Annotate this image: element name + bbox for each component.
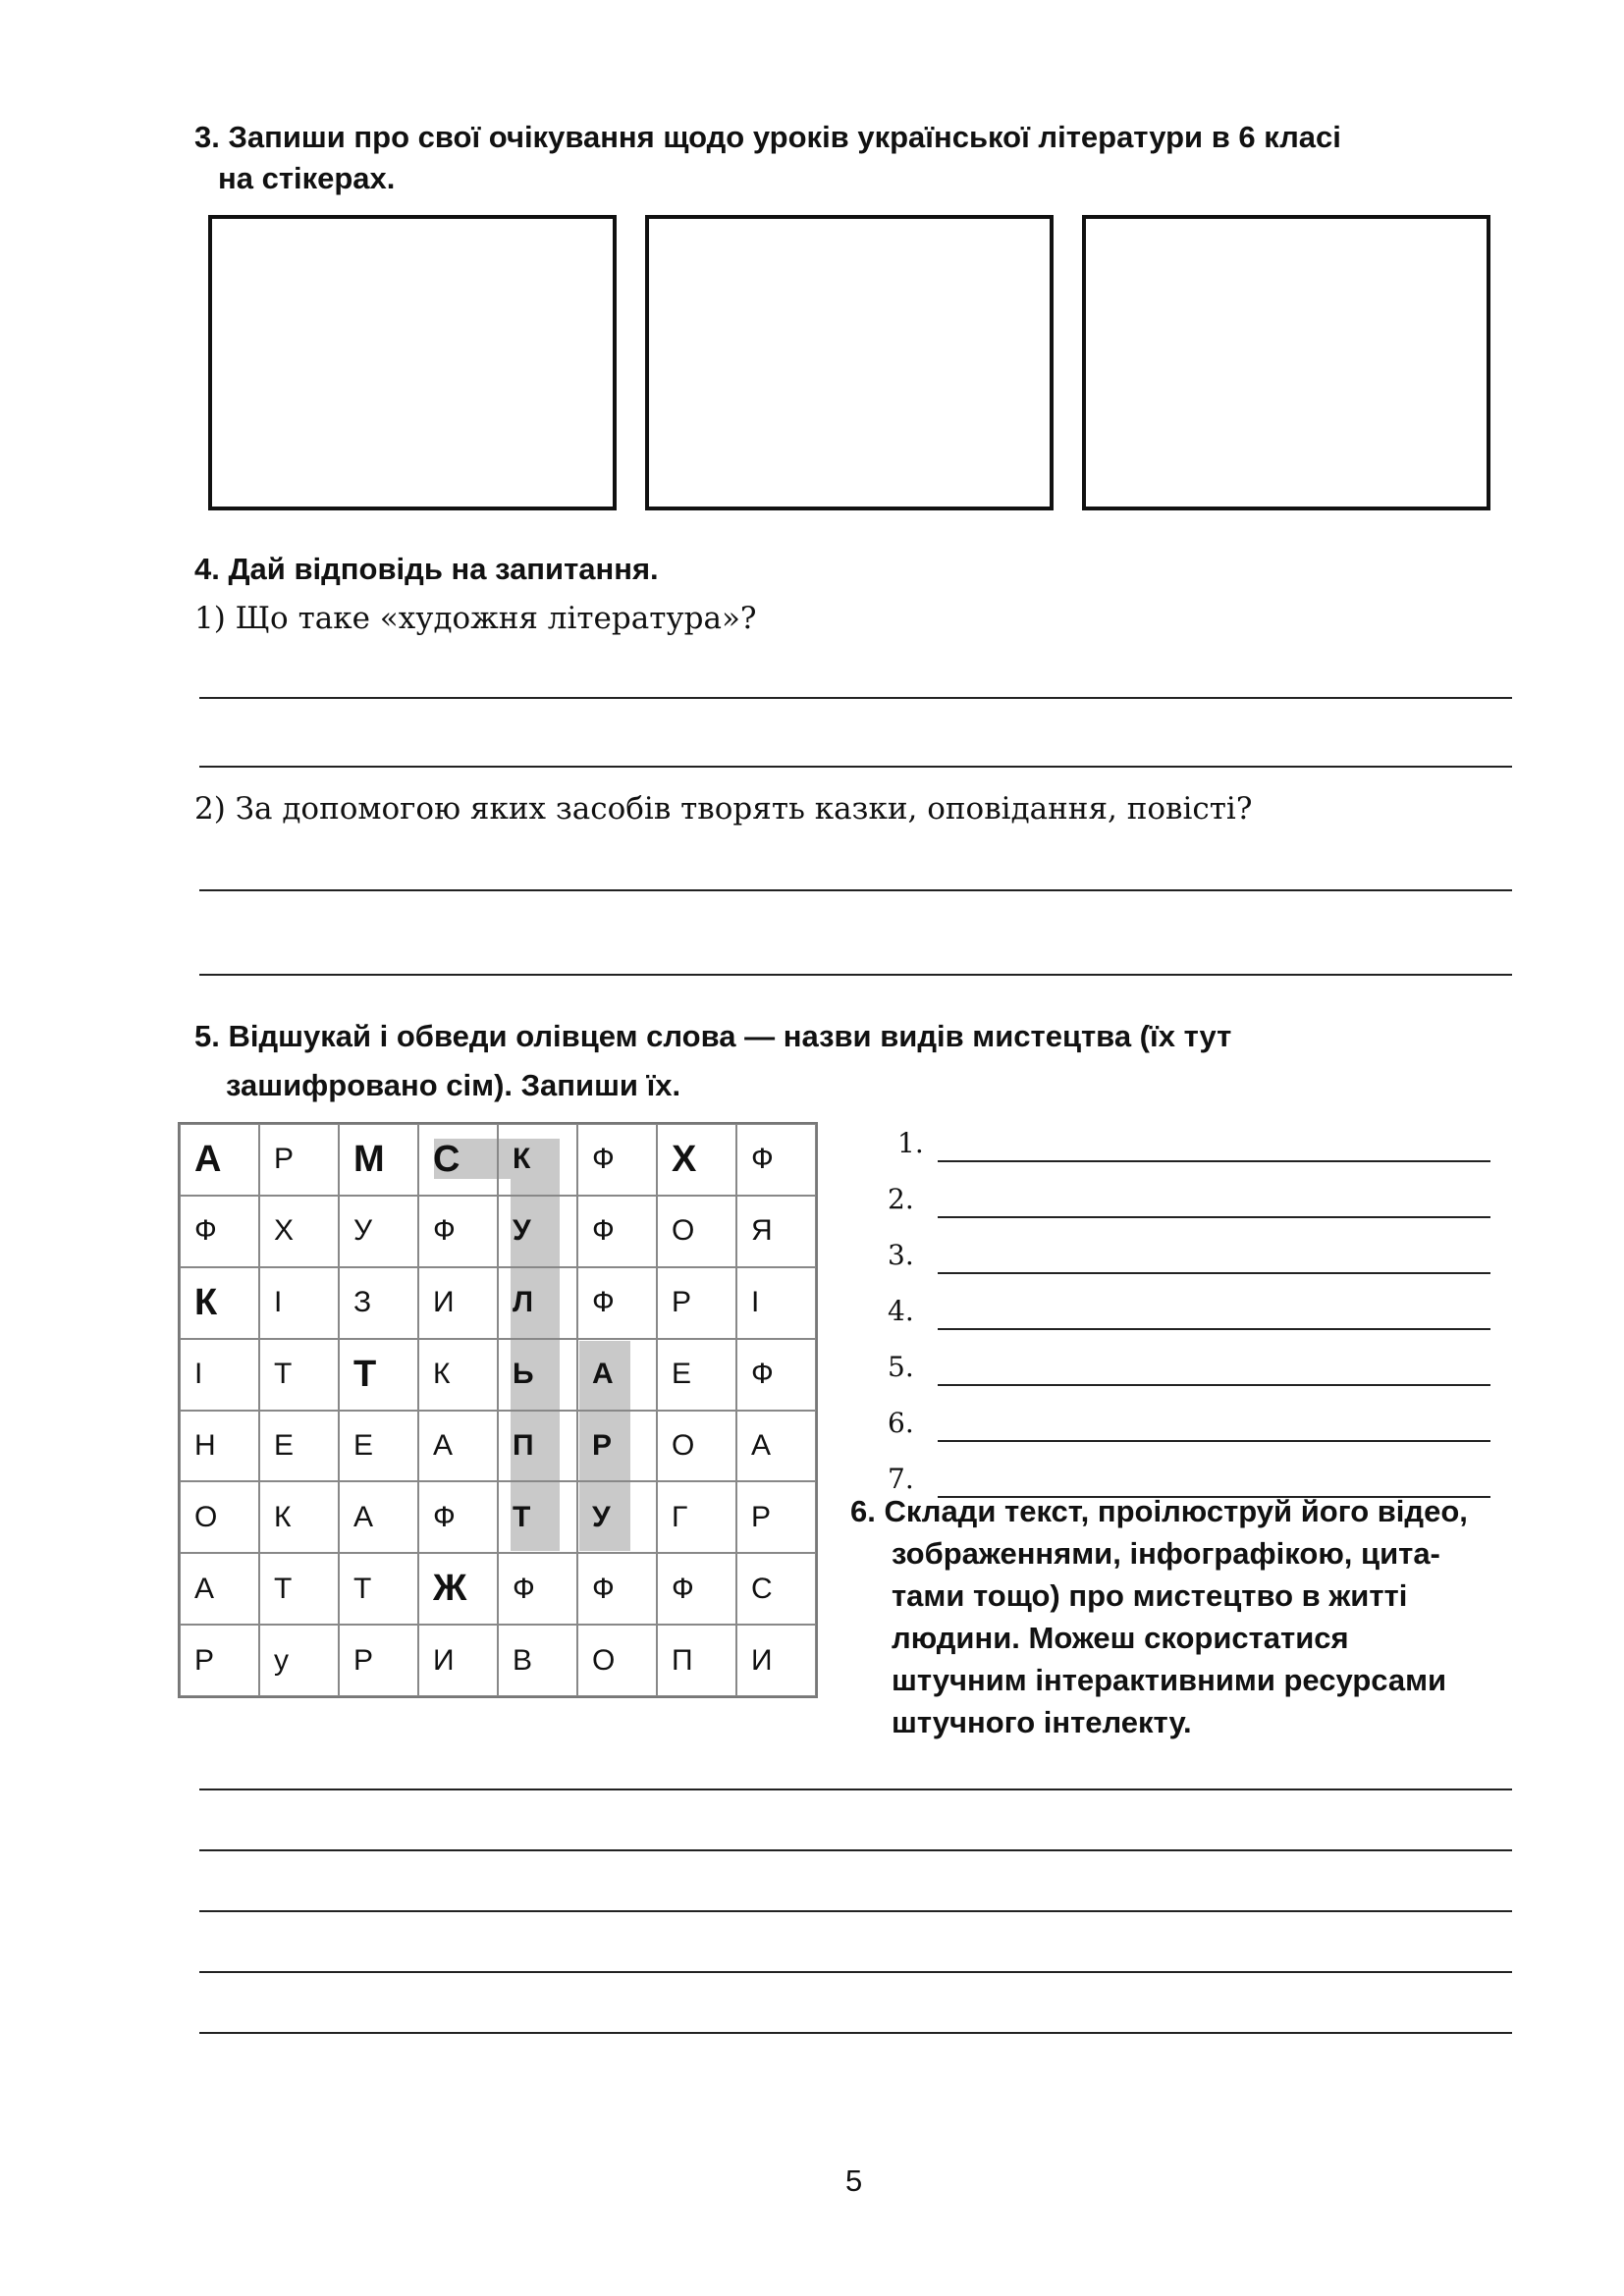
- grid-cell[interactable]: Ф: [577, 1267, 657, 1339]
- grid-cell[interactable]: И: [418, 1625, 498, 1696]
- grid-cell[interactable]: Ф: [418, 1196, 498, 1267]
- answer-number: 5.: [888, 1351, 914, 1383]
- grid-cell[interactable]: К: [418, 1339, 498, 1411]
- task6-line-3: тами тощо) про мистецтво в житті: [892, 1578, 1408, 1613]
- grid-cell[interactable]: Ь: [498, 1339, 577, 1411]
- grid-cell[interactable]: У: [339, 1196, 418, 1267]
- grid-cell[interactable]: О: [577, 1625, 657, 1696]
- grid-cell[interactable]: Т: [259, 1339, 339, 1411]
- grid-cell[interactable]: Ф: [736, 1339, 816, 1411]
- task4-question-2: 2) За допомогою яких засобів творять казки, оповідання, повісті?: [194, 791, 1253, 827]
- grid-cell[interactable]: П: [498, 1411, 577, 1482]
- answer-number: 1.: [897, 1127, 924, 1159]
- task6-line-2: зображеннями, інфографікою, цита-: [892, 1536, 1440, 1571]
- grid-cell[interactable]: У: [577, 1481, 657, 1553]
- grid-cell[interactable]: Р: [577, 1411, 657, 1482]
- grid-cell[interactable]: Ф: [577, 1196, 657, 1267]
- sticker-box-1[interactable]: [208, 215, 617, 510]
- grid-cell[interactable]: О: [657, 1411, 736, 1482]
- grid-cell[interactable]: Р: [180, 1625, 259, 1696]
- answer-line[interactable]: [938, 1440, 1490, 1442]
- task3-title-line1: 3. Запиши про свої очікування щодо уроків української літератури в 6 класі: [194, 120, 1341, 154]
- grid-cell[interactable]: Х: [259, 1196, 339, 1267]
- task6-line-1: 6. Склади текст, проілюструй його відео,: [850, 1494, 1468, 1528]
- grid-cell[interactable]: Е: [657, 1339, 736, 1411]
- answer-line[interactable]: [938, 1384, 1490, 1386]
- answer-line[interactable]: [938, 1328, 1490, 1330]
- sticker-box-3[interactable]: [1082, 215, 1490, 510]
- task5-title-line1: 5. Відшукай і обведи олівцем слова — назви видів мистецтва (їх тут: [194, 1019, 1232, 1053]
- grid-cell[interactable]: Т: [339, 1553, 418, 1625]
- grid-cell[interactable]: О: [657, 1196, 736, 1267]
- grid-cell[interactable]: В: [498, 1625, 577, 1696]
- grid-cell[interactable]: И: [418, 1267, 498, 1339]
- grid-cell[interactable]: Г: [657, 1481, 736, 1553]
- word-search-grid: [178, 1122, 818, 1698]
- answer-line[interactable]: [199, 1789, 1512, 1790]
- grid-cell[interactable]: А: [736, 1411, 816, 1482]
- grid-cell[interactable]: Т: [259, 1553, 339, 1625]
- grid-cell[interactable]: С: [418, 1124, 498, 1196]
- grid-cell[interactable]: У: [498, 1196, 577, 1267]
- grid-cell[interactable]: О: [180, 1481, 259, 1553]
- task3-title-line2: на стікерах.: [218, 161, 396, 195]
- answer-line[interactable]: [938, 1160, 1490, 1162]
- grid-cell[interactable]: Ф: [657, 1553, 736, 1625]
- answer-number: 6.: [888, 1407, 914, 1439]
- grid-cell[interactable]: И: [736, 1625, 816, 1696]
- grid-cell[interactable]: П: [657, 1625, 736, 1696]
- grid-cell[interactable]: Ф: [498, 1553, 577, 1625]
- page-number: 5: [845, 2163, 863, 2198]
- task4-question-1: 1) Що таке «художня література»?: [194, 601, 757, 636]
- grid-cell[interactable]: у: [259, 1625, 339, 1696]
- task6-line-6: штучного інтелекту.: [892, 1705, 1192, 1739]
- answer-line[interactable]: [199, 766, 1512, 768]
- grid-cell[interactable]: Н: [180, 1411, 259, 1482]
- grid-cell[interactable]: Ф: [736, 1124, 816, 1196]
- grid-cell[interactable]: С: [736, 1553, 816, 1625]
- answer-line[interactable]: [199, 1910, 1512, 1912]
- task5-title-line2: зашифровано сім). Запиши їх.: [226, 1068, 681, 1102]
- answer-line[interactable]: [199, 974, 1512, 976]
- grid-cell[interactable]: Т: [498, 1481, 577, 1553]
- grid-cell[interactable]: Ф: [418, 1481, 498, 1553]
- answer-line[interactable]: [199, 697, 1512, 699]
- grid-cell[interactable]: Р: [339, 1625, 418, 1696]
- grid-cell[interactable]: А: [180, 1124, 259, 1196]
- grid-cell[interactable]: Ф: [577, 1124, 657, 1196]
- grid-cell[interactable]: І: [259, 1267, 339, 1339]
- answer-line[interactable]: [199, 1971, 1512, 1973]
- answer-line[interactable]: [199, 1849, 1512, 1851]
- answer-number: 3.: [888, 1239, 914, 1271]
- grid-cell[interactable]: І: [736, 1267, 816, 1339]
- task6-line-5: штучним інтерактивними ресурсами: [892, 1663, 1447, 1697]
- grid-cell[interactable]: К: [498, 1124, 577, 1196]
- grid-cell[interactable]: Ф: [180, 1196, 259, 1267]
- grid-cell[interactable]: Р: [736, 1481, 816, 1553]
- grid-cell[interactable]: А: [180, 1553, 259, 1625]
- answer-line[interactable]: [938, 1216, 1490, 1218]
- grid-cell[interactable]: Ж: [418, 1553, 498, 1625]
- grid-cell[interactable]: А: [577, 1339, 657, 1411]
- grid-cell[interactable]: Т: [339, 1339, 418, 1411]
- grid-cell[interactable]: Р: [259, 1124, 339, 1196]
- sticker-box-2[interactable]: [645, 215, 1054, 510]
- answer-number: 2.: [888, 1183, 914, 1215]
- answer-line[interactable]: [938, 1272, 1490, 1274]
- task6-line-4: людини. Можеш скористатися: [892, 1621, 1349, 1655]
- grid-cell[interactable]: Е: [339, 1411, 418, 1482]
- grid-cell[interactable]: І: [180, 1339, 259, 1411]
- task4-title: 4. Дай відповідь на запитання.: [194, 552, 659, 586]
- grid-cell[interactable]: Л: [498, 1267, 577, 1339]
- grid-cell[interactable]: Я: [736, 1196, 816, 1267]
- grid-cell[interactable]: Р: [657, 1267, 736, 1339]
- grid-cell[interactable]: К: [180, 1267, 259, 1339]
- grid-cell[interactable]: З: [339, 1267, 418, 1339]
- grid-cell[interactable]: Ф: [577, 1553, 657, 1625]
- grid-cell[interactable]: К: [259, 1481, 339, 1553]
- grid-cell[interactable]: Е: [259, 1411, 339, 1482]
- answer-number: 7.: [888, 1463, 914, 1495]
- grid-cell[interactable]: А: [339, 1481, 418, 1553]
- grid-cell[interactable]: М: [339, 1124, 418, 1196]
- grid-cell[interactable]: А: [418, 1411, 498, 1482]
- answer-line[interactable]: [199, 2032, 1512, 2034]
- answer-number: 4.: [888, 1295, 914, 1327]
- answer-line[interactable]: [199, 889, 1512, 891]
- grid-cell[interactable]: Х: [657, 1124, 736, 1196]
